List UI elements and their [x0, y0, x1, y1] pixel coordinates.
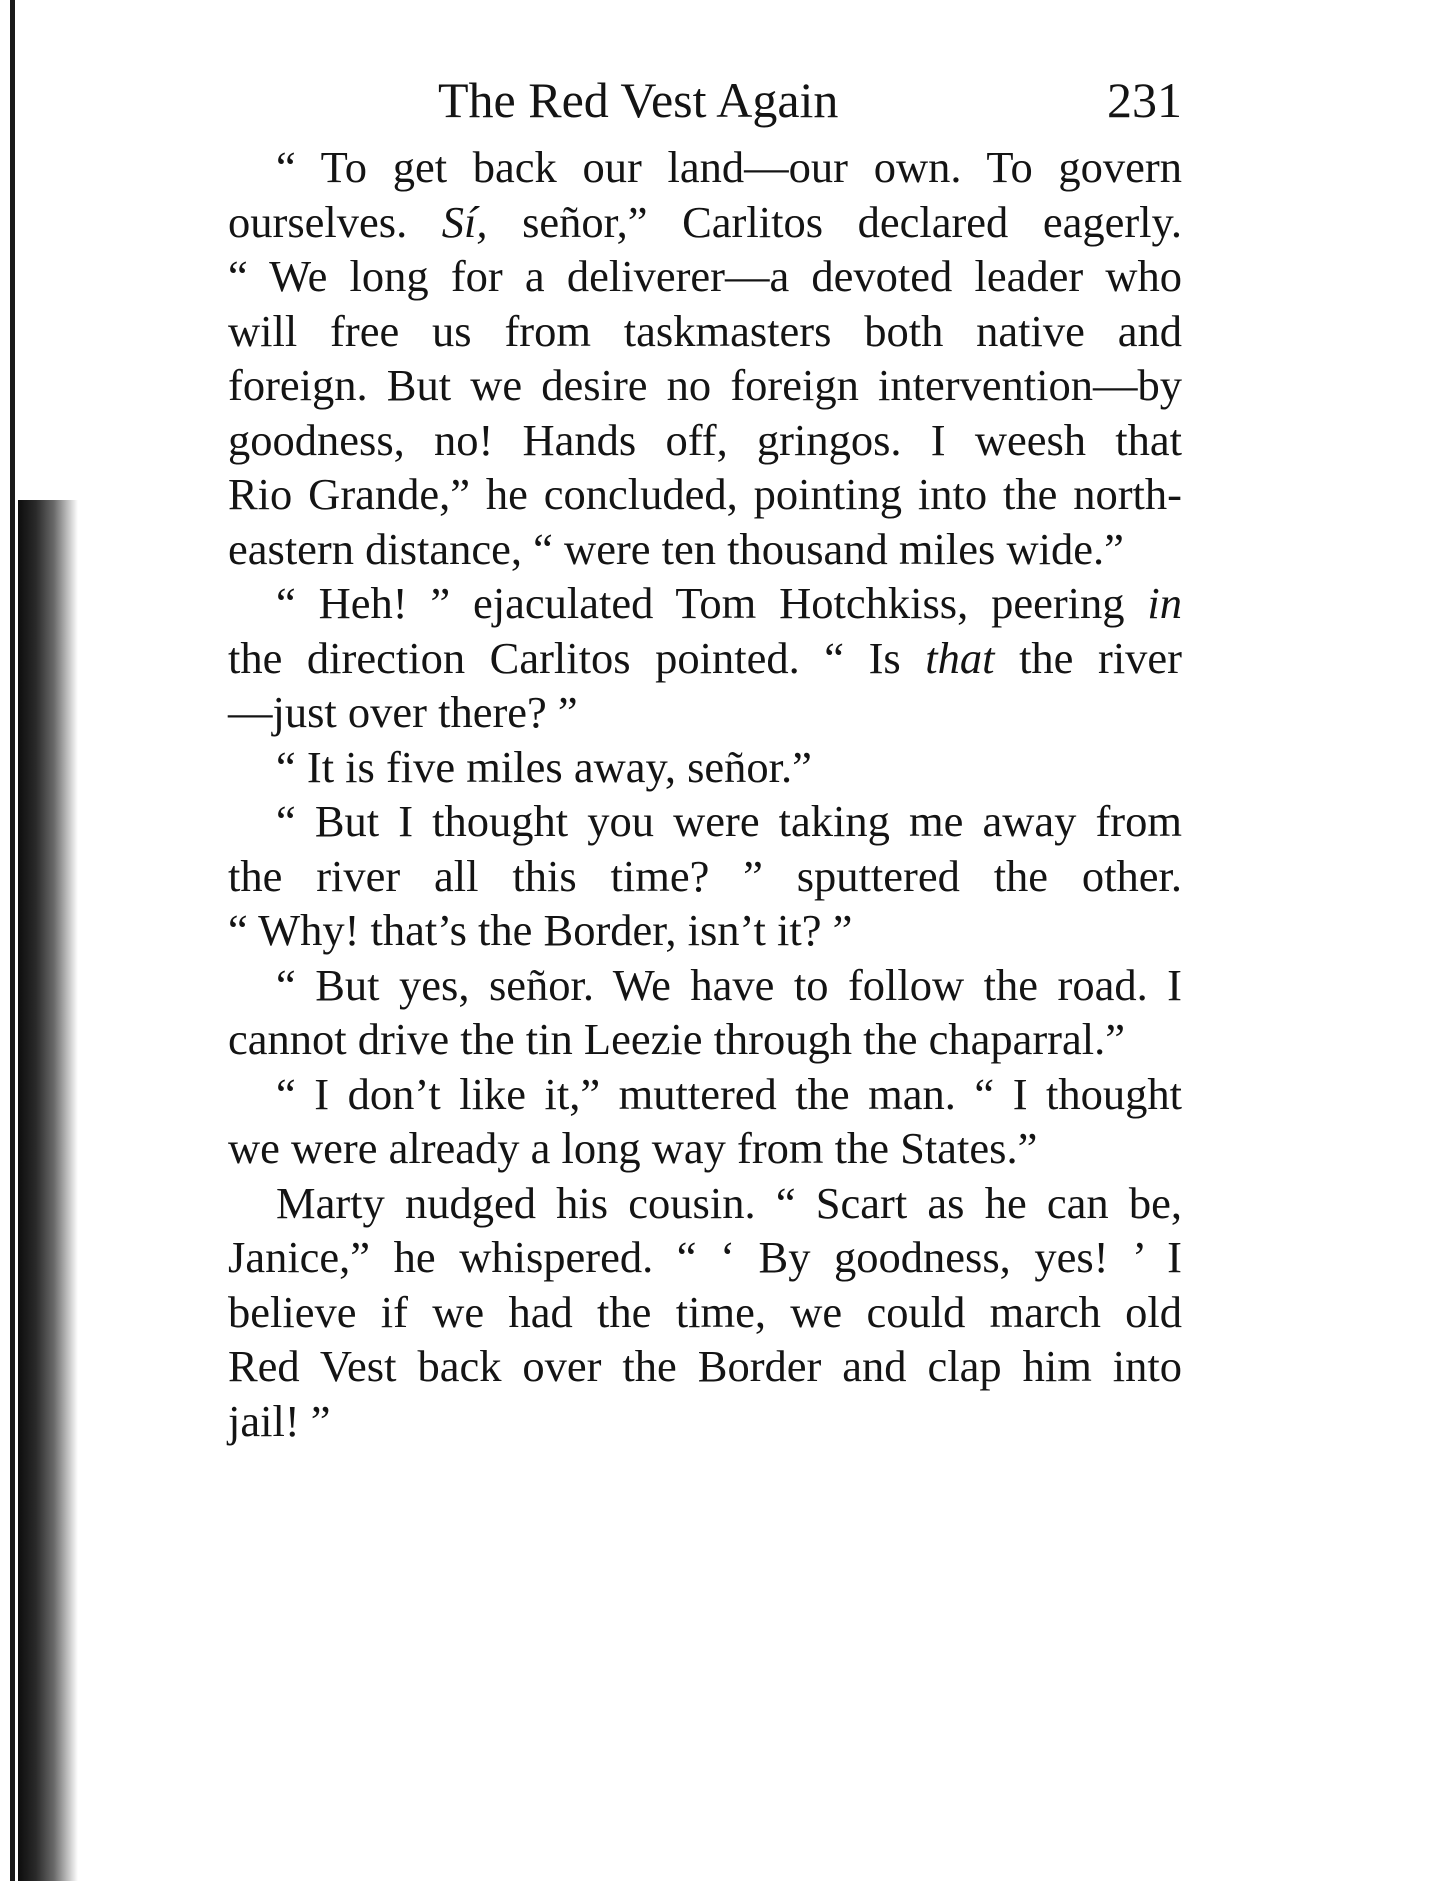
text-span: the river — [994, 632, 1182, 683]
text-line: will free us from taskmasters both native and — [228, 305, 1182, 356]
text-line: “ Why! that’s the Border, isn’t it? ” — [228, 905, 853, 955]
text-line: believe if we had the time, we could march old — [228, 1286, 1182, 1337]
text-line: Red Vest back over the Border and clap him into — [228, 1341, 1182, 1391]
paragraph-7 — [180, 1176, 1182, 1449]
body-text — [180, 140, 1182, 1448]
binding-edge — [10, 0, 15, 1881]
text-line: Marty nudged his cousin. “ Scart as he can be, — [276, 1177, 1182, 1228]
paragraph-2 — [180, 576, 1182, 740]
text-span: “ Heh! ” ejaculated Tom Hotchkiss, peering — [276, 578, 1148, 628]
italic-text: that — [925, 632, 995, 683]
text-line — [180, 195, 1182, 250]
text-line: —just over there? ” — [228, 687, 578, 737]
text-span: the direction Carlitos pointed. “ Is — [228, 632, 926, 683]
text-line: Rio Grande,” he concluded, pointing into the north- — [228, 469, 1182, 519]
italic-text: Sí, — [441, 196, 488, 247]
paragraph-5 — [180, 958, 1182, 1067]
text-line: “ To get back our land—our own. To govern — [276, 142, 1182, 192]
text-line: “ But I thought you were taking me away from — [276, 796, 1182, 846]
paragraph-1 — [180, 140, 1182, 576]
text-line: “ I don’t like it,” muttered the man. “ I thought — [276, 1068, 1182, 1119]
book-page — [180, 60, 1182, 1448]
text-line: “ We long for a deliverer—a devoted leader who — [228, 251, 1182, 301]
text-line — [180, 576, 1182, 631]
text-line: jail! ” — [228, 1395, 331, 1446]
text-span: señor,” Carlitos declared eagerly. — [487, 196, 1183, 247]
paragraph-4 — [180, 794, 1182, 958]
paragraph-3 — [180, 740, 1182, 795]
chapter-title: The Red Vest Again — [438, 72, 839, 128]
italic-text: in — [1147, 578, 1182, 628]
paragraph-6 — [180, 1067, 1182, 1176]
text-line: eastern distance, “ were ten thousand miles wide.” — [228, 523, 1124, 574]
binding-shadow — [18, 500, 78, 1881]
text-line: Janice,” he whispered. “ ‘ By goodness, yes! ’ I — [228, 1232, 1182, 1282]
page-number: 231 — [1107, 72, 1182, 128]
text-line: foreign. But we desire no foreign intervention—by — [228, 360, 1182, 410]
text-line: goodness, no! Hands off, gringos. I weesh that — [228, 414, 1182, 465]
text-line: “ But yes, señor. We have to follow the road. I — [276, 959, 1182, 1010]
text-line: we were already a long way from the States.” — [228, 1123, 1038, 1173]
text-line: the river all this time? ” sputtered the other. — [228, 850, 1182, 901]
text-line — [180, 631, 1182, 686]
text-line: cannot drive the tin Leezie through the chaparral.” — [228, 1014, 1125, 1064]
text-line: “ It is five miles away, señor.” — [276, 741, 812, 792]
text-span: ourselves. — [228, 196, 442, 247]
running-head — [180, 60, 1182, 140]
